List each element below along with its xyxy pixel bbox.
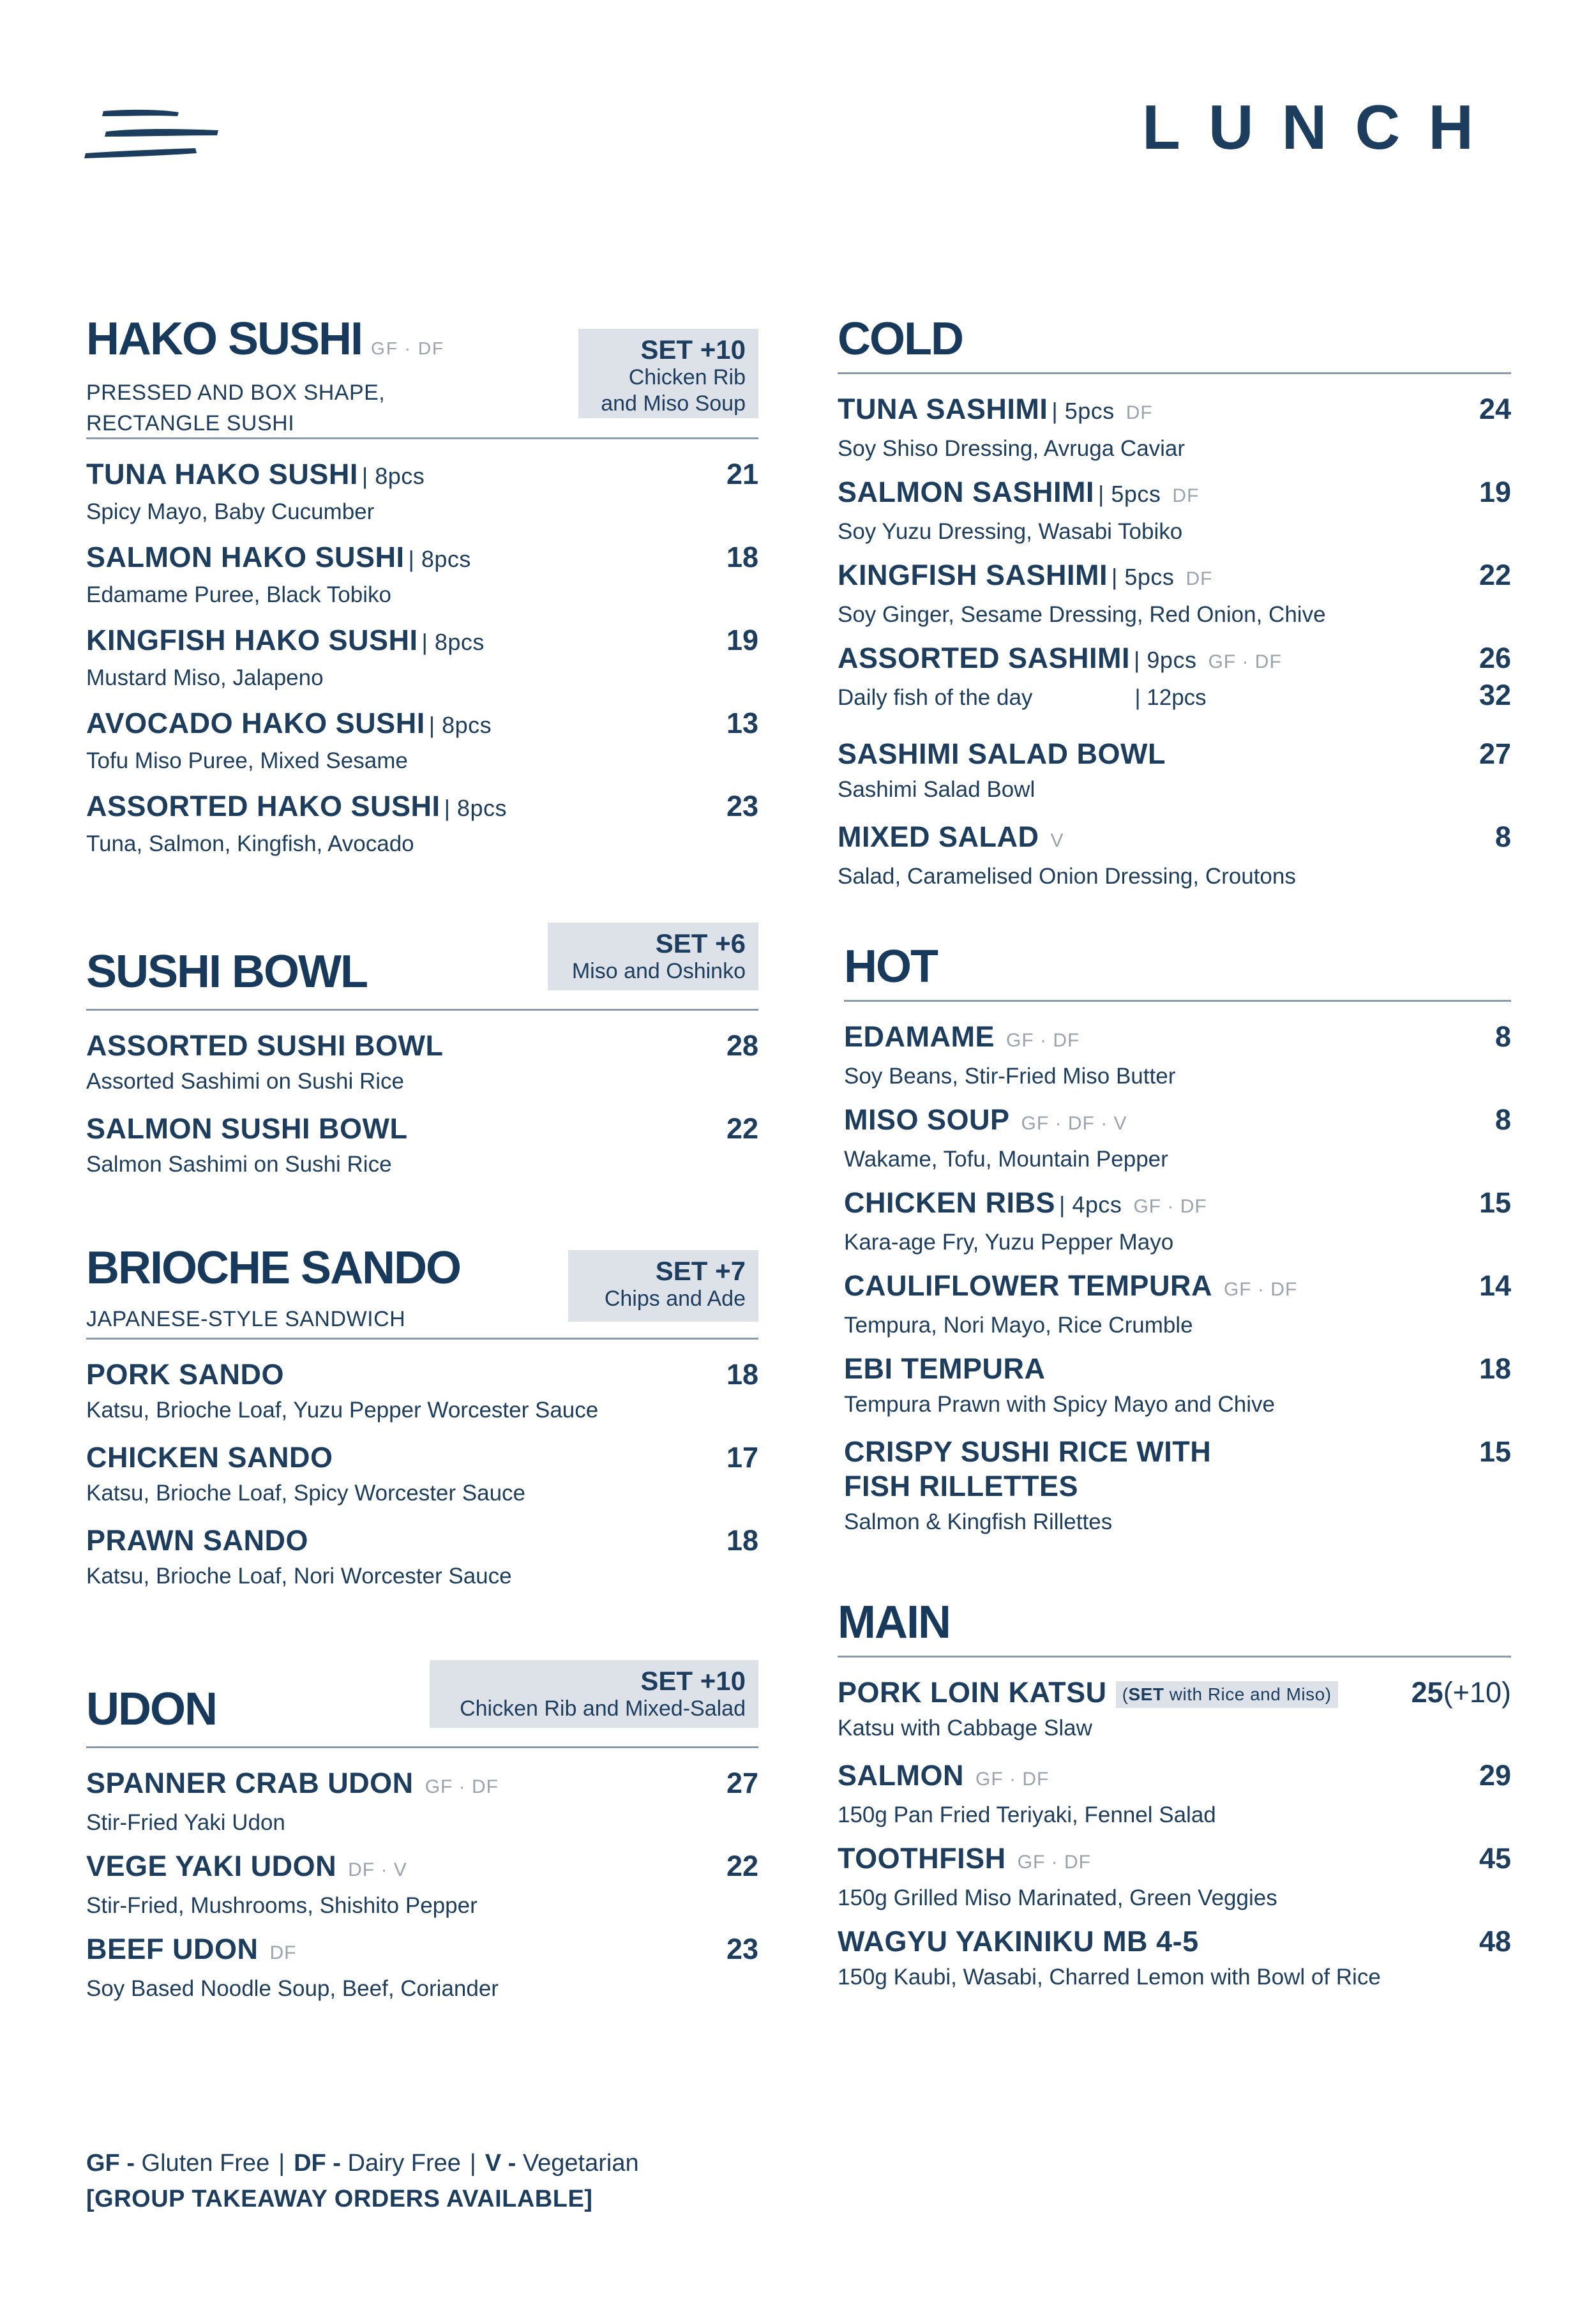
item-list [86,1748,758,2015]
item-price: 17 [726,1441,758,1474]
section-title: BRIOCHE SANDO [86,1243,461,1294]
menu-item: SASHIMI SALAD BOWL Sashimi Salad Bowl 27 [838,737,1511,802]
menu-item: KINGFISH HAKO SUSHI| 8pcs Mustard Miso, Jalapeno 19 [86,623,758,706]
item-list [838,1658,1511,2007]
takeaway-note: [GROUP TAKEAWAY ORDERS AVAILABLE] [86,2186,593,2212]
udon-section [86,1660,758,2015]
item-price: 8 [1494,1103,1511,1136]
item-price: 27 [726,1767,758,1799]
hot-section [844,941,1511,1556]
item-price: 15 [1479,1435,1511,1468]
hako-sushi-section [86,313,758,872]
menu-item: BEEF UDON DF Soy Based Noodle Soup, Beef, Coriander 23 [86,1933,758,2001]
dietary-tags: GF · DF [425,1776,499,1797]
item-price: 8 [1494,820,1511,853]
item-price: 45 [1479,1842,1511,1875]
item-list [86,1340,758,1606]
set-offer-box: SET +10 Chicken Rib and Miso Soup [578,329,758,418]
menu-item: AVOCADO HAKO SUSHI| 8pcs Tofu Miso Puree, Mixed Sesame 13 [86,706,758,789]
menu-item: CHICKEN RIBS| 4pcs GF · DF Kara-age Fry, Yuzu Pepper Mayo 15 [844,1186,1511,1269]
item-price: 22 [726,1112,758,1145]
sushi-bowl-section [86,923,758,1195]
menu-item: CRISPY SUSHI RICE WITH FISH RILLETTES Salmon & Kingfish Rillettes 15 [844,1435,1511,1534]
item-price: 8 [1494,1020,1511,1053]
menu-item: MIXED SALAD V Salad, Caramelised Onion Dressing, Croutons 8 [838,820,1511,889]
brioche-sando-section [86,1245,758,1606]
item-price: 13 [726,707,758,739]
section-title: MAIN [838,1597,950,1648]
menu-item: SALMON SASHIMI| 5pcs DF Soy Yuzu Dressing, Wasabi Tobiko 19 [838,475,1511,558]
section-header [86,1245,758,1340]
item-price: 18 [1479,1352,1511,1385]
menu-item: ASSORTED HAKO SUSHI| 8pcs Tuna, Salmon, Kingfish, Avocado 23 [86,789,758,872]
dietary-tags: DF [1172,485,1200,506]
item-price: 15 [1479,1186,1511,1219]
menu-item: ASSORTED SASHIMI| 9pcs GF · DF Daily fish of the day| 12pcs 26 32 [838,641,1511,737]
item-list [838,374,1511,903]
dietary-tags: DF [1186,568,1213,589]
dietary-tags: GF · DF · V [1021,1113,1127,1134]
item-price: 23 [726,790,758,822]
item-price: 23 [726,1933,758,1965]
menu-item: WAGYU YAKINIKU MB 4-5 150g Kaubi, Wasabi, Charred Lemon with Bowl of Rice 48 [838,1925,1511,1990]
menu-item: SALMON SUSHI BOWL Salmon Sashimi on Sushi Rice 22 [86,1112,758,1177]
menu-item: TUNA SASHIMI| 5pcs DF Soy Shiso Dressing, Avruga Caviar 24 [838,392,1511,475]
menu-item: PORK SANDO Katsu, Brioche Loaf, Yuzu Pepper Worcester Sauce 18 [86,1358,758,1423]
menu-item: SPANNER CRAB UDON GF · DF Stir-Fried Yaki Udon 27 [86,1767,758,1835]
item-price: 22 [1479,559,1511,591]
menu-item: VEGE YAKI UDON DF · V Stir-Fried, Mushrooms, Shishito Pepper 22 [86,1850,758,1918]
menu-item: TUNA HAKO SUSHI| 8pcs Spicy Mayo, Baby Cucumber 21 [86,457,758,540]
item-price-large: 32 [1479,679,1511,711]
menu-item: TOOTHFISH GF · DF 150g Grilled Miso Marinated, Green Veggies 45 [838,1842,1511,1910]
menu-item: ASSORTED SUSHI BOWL Assorted Sashimi on Sushi Rice 28 [86,1029,758,1094]
section-title: UDON [86,1684,216,1735]
menu-item: SALMON HAKO SUSHI| 8pcs Edamame Puree, Black Tobiko 18 [86,540,758,623]
item-price: 19 [1479,476,1511,508]
menu-item: SALMON GF · DF 150g Pan Fried Teriyaki, Fennel Salad 29 [838,1759,1511,1827]
section-header [86,1660,758,1748]
section-subtitle: JAPANESE-STYLE SANDWICH [86,1307,406,1331]
item-price: 26 [1479,642,1511,674]
item-price: 18 [726,541,758,573]
section-header [86,923,758,1011]
menu-item: CHICKEN SANDO Katsu, Brioche Loaf, Spicy Worcester Sauce 17 [86,1441,758,1506]
item-price: 24 [1479,393,1511,425]
section-header [844,941,1511,1002]
brush-stroke-logo-icon [83,102,223,166]
item-price: 25(+10) [1411,1676,1511,1709]
page-title: LUNCH [1142,92,1502,162]
menu-item: PORK LOIN KATSU (SET with Rice and Miso) Katsu with Cabbage Slaw 25(+10) [838,1676,1511,1741]
dietary-tags: GF · DF [1006,1030,1080,1051]
section-header [86,313,758,439]
menu-item: MISO SOUP GF · DF · V Wakame, Tofu, Mountain Pepper 8 [844,1103,1511,1172]
section-title: HOT [844,941,937,992]
section-subtitle: PRESSED AND BOX SHAPE, RECTANGLE SUSHI [86,381,386,435]
menu-item: KINGFISH SASHIMI| 5pcs DF Soy Ginger, Sesame Dressing, Red Onion, Chive 22 [838,558,1511,641]
cold-section [838,313,1511,903]
dietary-tags: DF [269,1942,297,1963]
item-list [844,1002,1511,1556]
item-price: 22 [726,1850,758,1882]
section-title: COLD [838,313,963,365]
set-offer-badge: (SET with Rice and Miso) [1116,1681,1338,1708]
item-price: 18 [726,1524,758,1557]
menu-item: PRAWN SANDO Katsu, Brioche Loaf, Nori Worcester Sauce 18 [86,1524,758,1589]
item-price: 27 [1479,737,1511,770]
item-list [86,439,758,872]
set-offer-box: SET +7 Chips and Ade [568,1250,758,1322]
item-price: 19 [726,624,758,656]
menu-item: EBI TEMPURA Tempura Prawn with Spicy Mayo and Chive 18 [844,1352,1511,1417]
dietary-tags: DF · V [348,1859,407,1880]
item-price: 29 [1479,1759,1511,1792]
set-offer-box: SET +10 Chicken Rib and Mixed-Salad [430,1660,758,1728]
dietary-tags: DF [1125,402,1153,423]
dietary-tags: GF · DF [1017,1852,1091,1873]
main-section [838,1599,1511,2007]
set-offer-box: SET +6 Miso and Oshinko [548,923,758,990]
item-price: 14 [1479,1269,1511,1302]
item-price: 48 [1479,1925,1511,1958]
item-price: 21 [726,458,758,490]
menu-item: CAULIFLOWER TEMPURA GF · DF Tempura, Nori Mayo, Rice Crumble 14 [844,1269,1511,1338]
dietary-tags: GF · DF [975,1769,1050,1790]
dietary-tags: GF · DF [1223,1279,1298,1300]
dietary-legend: GF - Gluten Free | DF - Dairy Free | V - Vegetarian [86,2150,639,2177]
item-list [86,1011,758,1195]
item-price: 28 [726,1029,758,1062]
section-header [838,313,1511,374]
item-price: 18 [726,1358,758,1391]
section-title: SUSHI BOWL [86,946,367,997]
section-header [838,1599,1511,1658]
dietary-tags: GF · DF [371,338,445,358]
dietary-tags: GF · DF [1208,651,1282,672]
dietary-tags: V [1050,830,1064,851]
section-title: HAKO SUSHI GF · DF [86,313,445,365]
dietary-tags: GF · DF [1133,1196,1207,1217]
menu-item: EDAMAME GF · DF Soy Beans, Stir-Fried Miso Butter 8 [844,1020,1511,1089]
dietary-legend-footer [86,2145,639,2217]
